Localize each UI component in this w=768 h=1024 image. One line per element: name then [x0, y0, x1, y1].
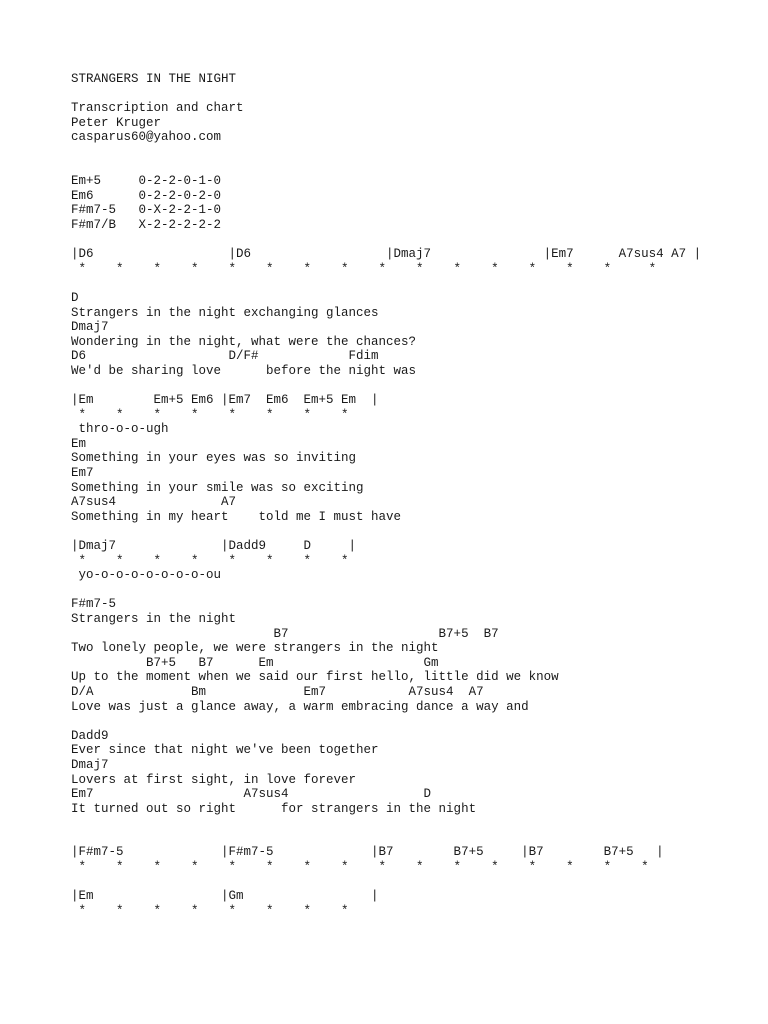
- chord-line: Dadd9: [71, 728, 109, 743]
- author-email: casparus60@yahoo.com: [71, 130, 222, 145]
- chord-chart-row: |Em Em+5 Em6 |Em7 Em6 Em+5 Em |: [71, 393, 379, 408]
- chord-chart-row: |D6 |D6 |Dmaj7 |Em7 A7sus4 A7 |: [71, 247, 702, 262]
- blank-line: [71, 87, 751, 102]
- lyric-line: Lovers at first sight, in love forever: [71, 772, 357, 787]
- author-name: Peter Kruger: [71, 115, 162, 130]
- chord-line: Dmaj7: [71, 757, 109, 772]
- chord-line: F#m7-5: [71, 597, 117, 612]
- blank-line: [71, 875, 751, 890]
- chord-fingering: Em6 0-2-2-0-2-0: [71, 188, 222, 203]
- blank-line: [71, 524, 751, 539]
- lyric-line: Something in your smile was so exciting: [71, 480, 364, 495]
- beat-markers: * * * * * * * *: [71, 553, 349, 568]
- lyric-line: Something in my heart told me I must have: [71, 509, 402, 524]
- lyric-line: We'd be sharing love before the night was: [71, 363, 417, 378]
- lyric-line: Something in your eyes was so inviting: [71, 451, 357, 466]
- chord-chart-row: |Em |Gm |: [71, 889, 379, 904]
- chord-line: Em7: [71, 466, 94, 481]
- credit-line: Transcription and chart: [71, 101, 244, 116]
- chord-line: Dmaj7: [71, 320, 109, 335]
- lyric-line: Strangers in the night: [71, 611, 237, 626]
- lyric-line: yo-o-o-o-o-o-o-o-ou: [71, 568, 222, 583]
- blank-line: [71, 276, 751, 291]
- blank-line: [71, 583, 751, 598]
- lyric-line: thro-o-o-ugh: [71, 422, 169, 437]
- blank-line: [71, 233, 751, 248]
- blank-line: [71, 714, 751, 729]
- beat-markers: * * * * * * * *: [71, 407, 349, 422]
- lyric-line: Ever since that night we've been together: [71, 743, 379, 758]
- blank-line: [71, 378, 751, 393]
- blank-line: [71, 816, 751, 831]
- chord-line: Em: [71, 436, 87, 451]
- chord-fingering: F#m7-5 0-X-2-2-1-0: [71, 203, 222, 218]
- song-title: STRANGERS IN THE NIGHT: [71, 72, 237, 86]
- lyric-line: Strangers in the night exchanging glances: [71, 305, 379, 320]
- chord-line: D/A Bm Em7 A7sus4 A7: [71, 684, 484, 699]
- blank-line: [71, 145, 751, 160]
- chord-line: D: [71, 290, 79, 305]
- chord-line: Em7 A7sus4 D: [71, 787, 432, 802]
- lyric-line: Wondering in the night, what were the chances?: [71, 334, 417, 349]
- chord-fingering: F#m7/B X-2-2-2-2-2: [71, 217, 222, 232]
- chord-line: A7sus4 A7: [71, 495, 237, 510]
- beat-markers: * * * * * * * * * * * * * * * *: [71, 261, 657, 276]
- chord-sheet: [71, 72, 751, 918]
- chord-line: D6 D/F# Fdim: [71, 349, 379, 364]
- beat-markers: * * * * * * * *: [71, 903, 349, 918]
- lyric-line: Up to the moment when we said our first hello, little did we know: [71, 670, 559, 685]
- chord-fingering: Em+5 0-2-2-0-1-0: [71, 174, 222, 189]
- beat-markers: * * * * * * * * * * * * * * * *: [71, 860, 649, 875]
- lyric-line: Love was just a glance away, a warm embracing dance a way and: [71, 699, 529, 714]
- blank-line: [71, 160, 751, 175]
- lyric-line: Two lonely people, we were strangers in the night: [71, 641, 439, 656]
- chord-line: B7 B7+5 B7: [71, 626, 499, 641]
- chord-line: B7+5 B7 Em Gm: [71, 655, 439, 670]
- chord-chart-row: |Dmaj7 |Dadd9 D |: [71, 539, 357, 553]
- chord-chart-row: |F#m7-5 |F#m7-5 |B7 B7+5 |B7 B7+5 |: [71, 845, 664, 860]
- lyric-line: It turned out so right for strangers in the night: [71, 801, 477, 816]
- blank-line: [71, 831, 751, 846]
